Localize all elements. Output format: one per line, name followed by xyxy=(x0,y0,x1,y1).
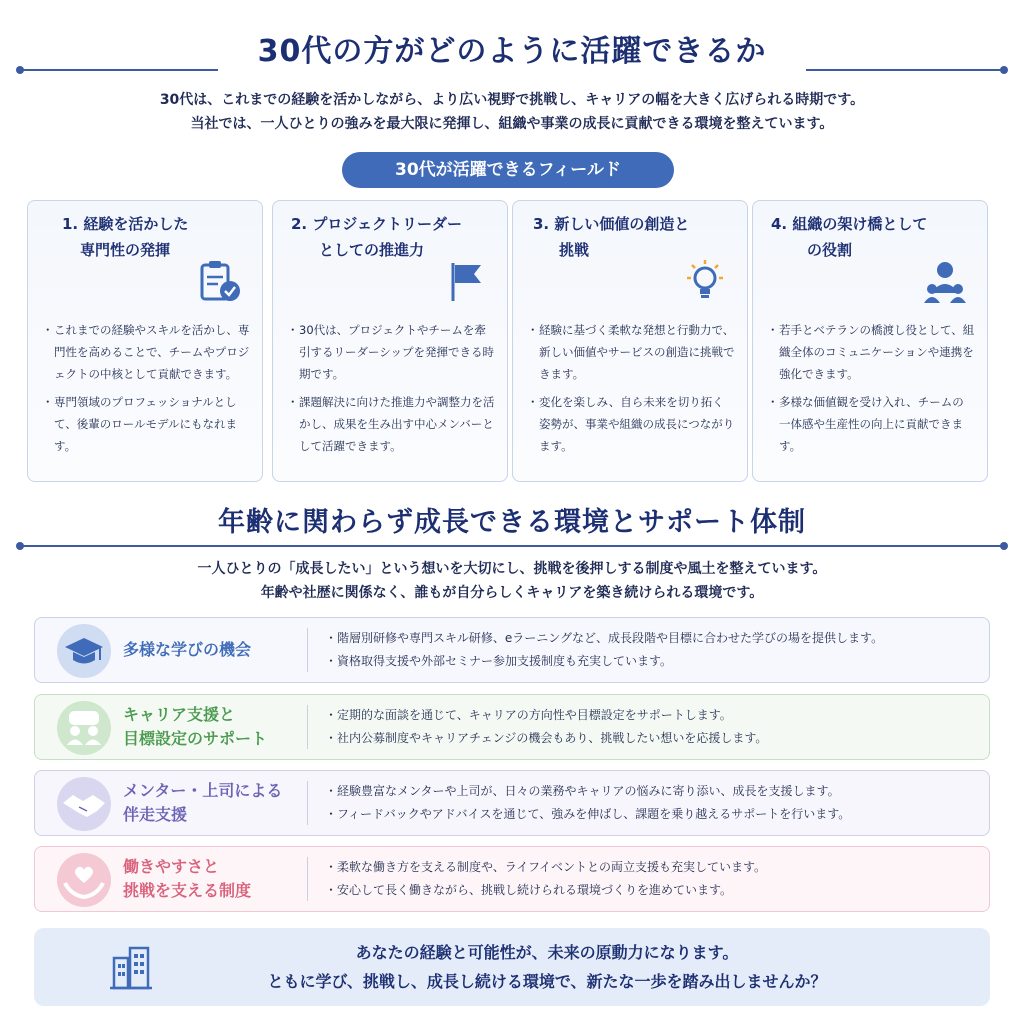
row-bullet: ・フィードバックやアドバイスを通じて、強みを伸ばし、課題を乗り越えるサポートを行います。 xyxy=(325,807,851,821)
row-separator xyxy=(307,705,308,749)
card-bullet: ・ 多様な価値観を受け入れ、チームの一体感や生産性の向上に貢献できます。 xyxy=(767,391,975,457)
row-label-line: キャリア支援と xyxy=(123,705,236,724)
section1-lead-line1: 30代は、これまでの経験を活かしながら、より広い視野で挑戦し、キャリアの幅を大きく広げられる時期です。 xyxy=(159,92,865,108)
card-title-line: 4. 組織の架け橋として xyxy=(771,215,928,233)
row-bullet: ・資格取得支援や外部セミナー参加支援制度も充実しています。 xyxy=(325,654,673,668)
row-icon-circle xyxy=(57,777,111,831)
row-label xyxy=(123,618,313,682)
card-bullet: ・ これまでの経験やスキルを活かし、専門性を高めることで、チームやプロジェクトの中核として貢献できます。 xyxy=(42,319,250,385)
row-label-line: メンター・上司による xyxy=(123,781,283,800)
support-row-learning xyxy=(34,617,990,683)
row-bullet: ・定期的な面談を通じて、キャリアの方向性や目標設定をサポートします。 xyxy=(325,708,732,722)
card-title-line: 専門性の発揮 xyxy=(80,241,171,259)
section2-lead-line1: 一人ひとりの「成長したい」という想いを大切にし、挑戦を後押しする制度や風土を整えています。 xyxy=(197,561,827,577)
row-label xyxy=(123,695,313,759)
section1-lead xyxy=(0,88,1024,136)
title-rule-full xyxy=(18,545,1006,547)
row-bullet: ・柔軟な働き方を支える制度や、ライフイベントとの両立支援も充実しています。 xyxy=(325,860,767,874)
field-card-4 xyxy=(752,200,988,482)
row-desc xyxy=(325,847,979,911)
section2-title-wrap xyxy=(0,500,1024,539)
row-bullet: ・安心して長く働きながら、挑戦し続けられる環境づくりを進めています。 xyxy=(325,883,733,897)
section2-title: 年齢に関わらず成長できる環境とサポート体制 xyxy=(194,500,830,539)
graduation-cap-icon xyxy=(57,624,111,678)
card-title-line: 2. プロジェクトリーダー xyxy=(291,215,463,233)
row-separator xyxy=(307,857,308,901)
card-bullet: ・ 30代は、プロジェクトやチームを牽引するリーダーシップを発揮できる時期です。 xyxy=(287,319,495,385)
row-label-line: 多様な学びの機会 xyxy=(123,640,252,659)
row-desc xyxy=(325,695,979,759)
card-title-line: 挑戦 xyxy=(559,241,590,259)
field-card-3 xyxy=(512,200,748,482)
buildings-icon xyxy=(108,944,154,990)
section1-lead-line2: 当社では、一人ひとりの強みを最大限に発揮し、組織や事業の成長に貢献できる環境を整えています。 xyxy=(190,116,834,132)
row-label xyxy=(123,771,313,835)
lightbulb-icon xyxy=(681,257,729,305)
section1-title: 30代の方がどのように活躍できるか xyxy=(234,26,791,70)
row-label-line: 目標設定のサポート xyxy=(123,729,268,748)
section2-lead-line2: 年齢や社歴に関係なく、誰もが自分らしくキャリアを築き続けられる環境です。 xyxy=(260,585,764,601)
card-bullet: ・ 経験に基づく柔軟な発想と行動力で、新しい価値やサービスの創造に挑戦できます。 xyxy=(527,319,735,385)
clipboard-check-icon xyxy=(196,257,244,305)
handshake-icon xyxy=(57,777,111,831)
people-icon xyxy=(921,257,969,305)
card-title-line: の役割 xyxy=(807,241,853,259)
card-bullet: ・ 変化を楽しみ、自ら未来を切り拓く姿勢が、事業や組織の成長につながります。 xyxy=(527,391,735,457)
row-desc xyxy=(325,618,979,682)
support-row-workstyle xyxy=(34,846,990,912)
field-card-1 xyxy=(27,200,263,482)
card-title-line: 3. 新しい価値の創造と xyxy=(533,215,690,233)
heart-hands-icon xyxy=(57,853,111,907)
row-label-line: 働きやすさと xyxy=(123,857,220,876)
card-body xyxy=(767,319,975,463)
row-icon-circle xyxy=(57,853,111,907)
card-title-line: 1. 経験を活かした xyxy=(62,215,189,233)
card-title xyxy=(287,211,493,263)
card-body xyxy=(287,319,495,463)
card-body xyxy=(42,319,250,463)
card-title xyxy=(42,211,248,263)
row-icon-circle xyxy=(57,701,111,755)
title-rule-left xyxy=(18,69,218,71)
field-card-2 xyxy=(272,200,508,482)
flag-icon xyxy=(441,257,489,305)
card-bullet: ・ 課題解決に向けた推進力や調整力を活かし、成果を生み出す中心メンバーとして活躍できます。 xyxy=(287,391,495,457)
closing-message xyxy=(164,938,930,996)
closing-line-2: ともに学び、挑戦し、成長し続ける環境で、新たな一歩を踏み出しませんか？ xyxy=(267,972,827,991)
support-row-career xyxy=(34,694,990,760)
support-row-mentor xyxy=(34,770,990,836)
card-bullet: ・ 専門領域のプロフェッショナルとして、後輩のロールモデルにもなれます。 xyxy=(42,391,250,457)
closing-message-banner xyxy=(34,928,990,1006)
card-title xyxy=(527,211,733,263)
section1-title-wrap xyxy=(0,26,1024,70)
section2-lead xyxy=(0,557,1024,605)
row-bullet: ・社内公募制度やキャリアチェンジの機会もあり、挑戦したい想いを応援します。 xyxy=(325,731,768,745)
consultation-icon xyxy=(57,701,111,755)
row-label-line: 伴走支援 xyxy=(123,805,188,824)
row-separator xyxy=(307,781,308,825)
row-bullet: ・階層別研修や専門スキル研修、eラーニングなど、成長段階や目標に合わせた学びの場を提供します。 xyxy=(325,631,884,645)
field-pill-heading: 30代が活躍できるフィールド xyxy=(342,152,674,188)
card-bullet: ・ 若手とベテランの橋渡し役として、組織全体のコミュニケーションや連携を強化できます。 xyxy=(767,319,975,385)
row-bullet: ・経験豊富なメンターや上司が、日々の業務やキャリアの悩みに寄り添い、成長を支援します。 xyxy=(325,784,840,798)
closing-line-1: あなたの経験と可能性が、未来の原動力になります。 xyxy=(355,943,739,962)
row-separator xyxy=(307,628,308,672)
title-rule-right xyxy=(806,69,1006,71)
row-label xyxy=(123,847,313,911)
card-title-line: としての推進力 xyxy=(319,241,425,259)
row-label-line: 挑戦を支える制度 xyxy=(123,881,252,900)
row-desc xyxy=(325,771,979,835)
row-icon-circle xyxy=(57,624,111,678)
card-body xyxy=(527,319,735,463)
card-title xyxy=(767,211,973,263)
